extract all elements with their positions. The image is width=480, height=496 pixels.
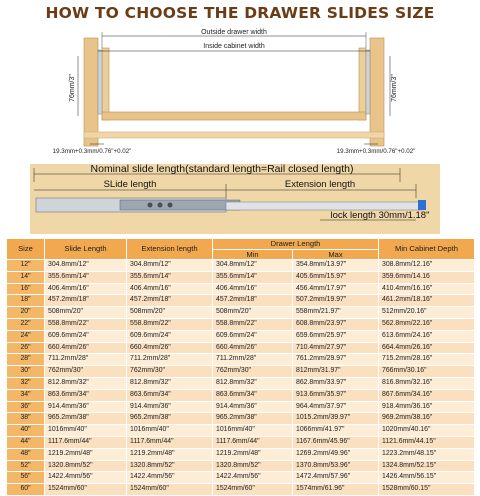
table-cell: 1016mm/40" xyxy=(127,425,213,437)
table-cell: 914.4mm/36" xyxy=(45,401,127,413)
table-cell: 1320.8mm/52" xyxy=(127,460,213,472)
table-cell: 1219.2mm/48" xyxy=(127,448,213,460)
slide-length-label: SLide length xyxy=(103,179,157,190)
table-cell: 965.2mm/38" xyxy=(213,413,293,425)
size-cell: 16" xyxy=(7,283,45,295)
table-row xyxy=(7,330,475,342)
header-slide-length: Slide Length xyxy=(45,239,127,260)
cabinet-width-diagram xyxy=(0,26,480,156)
table-cell: 965.2mm/38" xyxy=(127,413,213,425)
table-cell: 660.4mm/26" xyxy=(45,342,127,354)
table-cell: 304.8mm/12" xyxy=(213,260,293,272)
size-cell: 18" xyxy=(7,295,45,307)
table-cell: 562.8mm/22.16" xyxy=(379,318,475,330)
table-cell: 457.2mm/18" xyxy=(213,295,293,307)
cabinet-bottom xyxy=(84,132,384,138)
table-cell: 965.2mm/38" xyxy=(45,413,127,425)
table-row xyxy=(7,354,475,366)
table-cell: 1524mm/60" xyxy=(45,484,127,496)
table-cell: 456.4mm/17.97" xyxy=(293,283,379,295)
table-cell: 1223.2mm/48.15" xyxy=(379,448,475,460)
header-min: Min xyxy=(213,250,293,260)
table-cell: 1117.6mm/44" xyxy=(213,436,293,448)
table-cell: 1016mm/40" xyxy=(45,425,127,437)
table-cell: 1015.2mm/39.97" xyxy=(293,413,379,425)
size-cell: 28" xyxy=(7,354,45,366)
table-cell: 863.6mm/34" xyxy=(127,389,213,401)
table-cell: 558.8mm/22" xyxy=(127,318,213,330)
table-cell: 659.6mm/25.97" xyxy=(293,330,379,342)
table-cell: 1117.6mm/44" xyxy=(127,436,213,448)
table-cell: 558.8mm/22" xyxy=(213,318,293,330)
table-cell: 862.8mm/33.97" xyxy=(293,377,379,389)
table-cell: 355.6mm/14" xyxy=(213,271,293,283)
table-cell: 308.8mm/12.16" xyxy=(379,260,475,272)
table-cell: 354.8mm/13.97" xyxy=(293,260,379,272)
table-cell: 914.4mm/36" xyxy=(127,401,213,413)
table-cell: 1219.2mm/48" xyxy=(45,448,127,460)
table-cell: 812.8mm/32" xyxy=(127,377,213,389)
header-drawer-length: Drawer Length xyxy=(213,239,379,250)
table-cell: 664.4mm/26.16" xyxy=(379,342,475,354)
table-cell: 608.8mm/23.97" xyxy=(293,318,379,330)
table-row xyxy=(7,389,475,401)
table-row xyxy=(7,436,475,448)
header-size: Size xyxy=(7,239,45,260)
table-row xyxy=(7,425,475,437)
left-gap-label: 19.3mm+0.3mm/0.76"+0.02" xyxy=(52,148,132,155)
table-cell: 1269.2mm/49.96" xyxy=(293,448,379,460)
size-cell: 14" xyxy=(7,271,45,283)
table-cell: 609.6mm/24" xyxy=(127,330,213,342)
table-cell: 1574mm/61.96" xyxy=(293,484,379,496)
right-slide-rail xyxy=(366,50,370,114)
table-cell: 766mm/30.16" xyxy=(379,366,475,378)
table-cell: 1426.4mm/56.15" xyxy=(379,472,475,484)
table-cell: 715.2mm/28.16" xyxy=(379,354,475,366)
table-cell: 762mm/30" xyxy=(213,366,293,378)
lock-lever-icon xyxy=(418,200,426,210)
size-cell: 24" xyxy=(7,330,45,342)
size-cell: 40" xyxy=(7,425,45,437)
size-cell: 44" xyxy=(7,436,45,448)
table-cell: 969.2mm/38.16" xyxy=(379,413,475,425)
right-gap-label: 19.3mm+0.3mm/0.76"+0.02" xyxy=(336,148,416,155)
table-cell: 359.6mm/14.16 xyxy=(379,271,475,283)
size-cell: 30" xyxy=(7,366,45,378)
table-cell: 762mm/30" xyxy=(45,366,127,378)
size-cell: 22" xyxy=(7,318,45,330)
table-cell: 405.6mm/15.97" xyxy=(293,271,379,283)
table-cell: 1117.6mm/44" xyxy=(45,436,127,448)
table-row xyxy=(7,401,475,413)
table-cell: 406.4mm/16" xyxy=(45,283,127,295)
table-row xyxy=(7,283,475,295)
right-cabinet-panel xyxy=(370,38,384,146)
size-cell: 60" xyxy=(7,484,45,496)
table-cell: 558mm/21.97" xyxy=(293,307,379,319)
table-cell: 1020mm/40.16" xyxy=(379,425,475,437)
table-row xyxy=(7,271,475,283)
table-cell: 1121.6mm/44.15" xyxy=(379,436,475,448)
table-cell: 863.6mm/34" xyxy=(213,389,293,401)
size-cell: 26" xyxy=(7,342,45,354)
table-cell: 1320.8mm/52" xyxy=(213,460,293,472)
table-cell: 609.6mm/24" xyxy=(213,330,293,342)
table-cell: 711.2mm/28" xyxy=(45,354,127,366)
size-cell: 12" xyxy=(7,260,45,272)
table-cell: 710.4mm/27.97" xyxy=(293,342,379,354)
table-row xyxy=(7,484,475,496)
left-cabinet-panel xyxy=(84,38,98,146)
size-cell: 56" xyxy=(7,472,45,484)
table-cell: 1524mm/60" xyxy=(213,484,293,496)
table-cell: 1324.8mm/52.15" xyxy=(379,460,475,472)
table-cell: 461.2mm/18.16" xyxy=(379,295,475,307)
table-row xyxy=(7,460,475,472)
table-cell: 1016mm/40" xyxy=(213,425,293,437)
table-row xyxy=(7,366,475,378)
drawer-left-side xyxy=(102,48,109,120)
table-cell: 812.8mm/32" xyxy=(213,377,293,389)
table-cell: 558.8mm/22" xyxy=(45,318,127,330)
table-cell: 964.4mm/37.97" xyxy=(293,401,379,413)
table-row xyxy=(7,472,475,484)
table-cell: 1370.8mm/53.96" xyxy=(293,460,379,472)
table-cell: 1320.8mm/52" xyxy=(45,460,127,472)
table-cell: 1066mm/41.97" xyxy=(293,425,379,437)
header-max: Max xyxy=(293,250,379,260)
table-cell: 406.4mm/16" xyxy=(213,283,293,295)
table-cell: 1528mm/60.15" xyxy=(379,484,475,496)
inside-width-label: Inside cabinet width xyxy=(203,43,265,50)
header-min-cabinet-depth: Min Cabinet Depth xyxy=(379,239,475,260)
table-cell: 512mm/20.16" xyxy=(379,307,475,319)
table-cell: 406.4mm/16" xyxy=(127,283,213,295)
table-cell: 1472.4mm/57.96" xyxy=(293,472,379,484)
table-cell: 711.2mm/28" xyxy=(213,354,293,366)
table-cell: 711.2mm/28" xyxy=(127,354,213,366)
table-row xyxy=(7,260,475,272)
table-cell: 918.4mm/36.16" xyxy=(379,401,475,413)
drawer-bottom xyxy=(102,112,366,120)
size-cell: 34" xyxy=(7,389,45,401)
table-row xyxy=(7,318,475,330)
table-cell: 304.8mm/12" xyxy=(45,260,127,272)
size-table xyxy=(6,238,474,493)
drawer-right-side xyxy=(359,48,366,120)
table-cell: 1422.4mm/56" xyxy=(45,472,127,484)
table-cell: 914.4mm/36" xyxy=(213,401,293,413)
table-cell: 863.6mm/34" xyxy=(45,389,127,401)
table-row xyxy=(7,413,475,425)
table-cell: 457.2mm/18" xyxy=(127,295,213,307)
table-cell: 660.4mm/26" xyxy=(213,342,293,354)
table-cell: 761.2mm/29.97" xyxy=(293,354,379,366)
table-cell: 1422.4mm/56" xyxy=(127,472,213,484)
table-cell: 609.6mm/24" xyxy=(45,330,127,342)
table-cell: 812mm/31.97" xyxy=(293,366,379,378)
table-cell: 355.6mm/14" xyxy=(45,271,127,283)
table-row xyxy=(7,448,475,460)
size-cell: 48" xyxy=(7,448,45,460)
size-cell: 20" xyxy=(7,307,45,319)
table-cell: 304.8mm/12" xyxy=(127,260,213,272)
table-cell: 410.4mm/16.16" xyxy=(379,283,475,295)
table-cell: 508mm/20" xyxy=(45,307,127,319)
left-slide-rail xyxy=(98,50,102,114)
inner-rail xyxy=(226,202,422,210)
header-extension-length: Extension length xyxy=(127,239,213,260)
table-cell: 812.8mm/32" xyxy=(45,377,127,389)
table-cell: 457.2mm/18" xyxy=(45,295,127,307)
table-cell: 508mm/20" xyxy=(213,307,293,319)
ball-bearing-icon xyxy=(148,203,153,208)
nominal-length-label: Nominal slide length(standard length=Rail closed length) xyxy=(90,163,354,175)
table-cell: 1524mm/60" xyxy=(127,484,213,496)
table-cell: 867.6mm/34.16" xyxy=(379,389,475,401)
table-cell: 1422.4mm/56" xyxy=(213,472,293,484)
left-height-label: 76mm/3" xyxy=(69,74,76,102)
middle-rail xyxy=(120,200,240,210)
table-cell: 613.6mm/24.16" xyxy=(379,330,475,342)
table-cell: 355.6mm/14" xyxy=(127,271,213,283)
table-cell: 816.8mm/32.16" xyxy=(379,377,475,389)
page-title: HOW TO CHOOSE THE DRAWER SLIDES SIZE xyxy=(45,4,435,22)
table-row xyxy=(7,377,475,389)
table-cell: 1219.2mm/48" xyxy=(213,448,293,460)
table-cell: 660.4mm/26" xyxy=(127,342,213,354)
lock-length-label: lock length 30mm/1.18" xyxy=(330,210,430,221)
table-cell: 762mm/30" xyxy=(127,366,213,378)
size-cell: 52" xyxy=(7,460,45,472)
right-height-label: 76mm/3" xyxy=(391,74,398,102)
table-row xyxy=(7,295,475,307)
table-row xyxy=(7,342,475,354)
size-cell: 36" xyxy=(7,401,45,413)
slide-length-diagram xyxy=(0,158,480,238)
table-cell: 508mm/20" xyxy=(127,307,213,319)
size-cell: 32" xyxy=(7,377,45,389)
table-cell: 1167.6mm/45.96" xyxy=(293,436,379,448)
table-cell: 913.6mm/35.97" xyxy=(293,389,379,401)
table-row xyxy=(7,307,475,319)
size-cell: 38" xyxy=(7,413,45,425)
table-cell: 507.2mm/19.97" xyxy=(293,295,379,307)
outside-width-label: Outside drawer width xyxy=(201,29,267,36)
extension-length-label: Extension length xyxy=(284,179,356,190)
